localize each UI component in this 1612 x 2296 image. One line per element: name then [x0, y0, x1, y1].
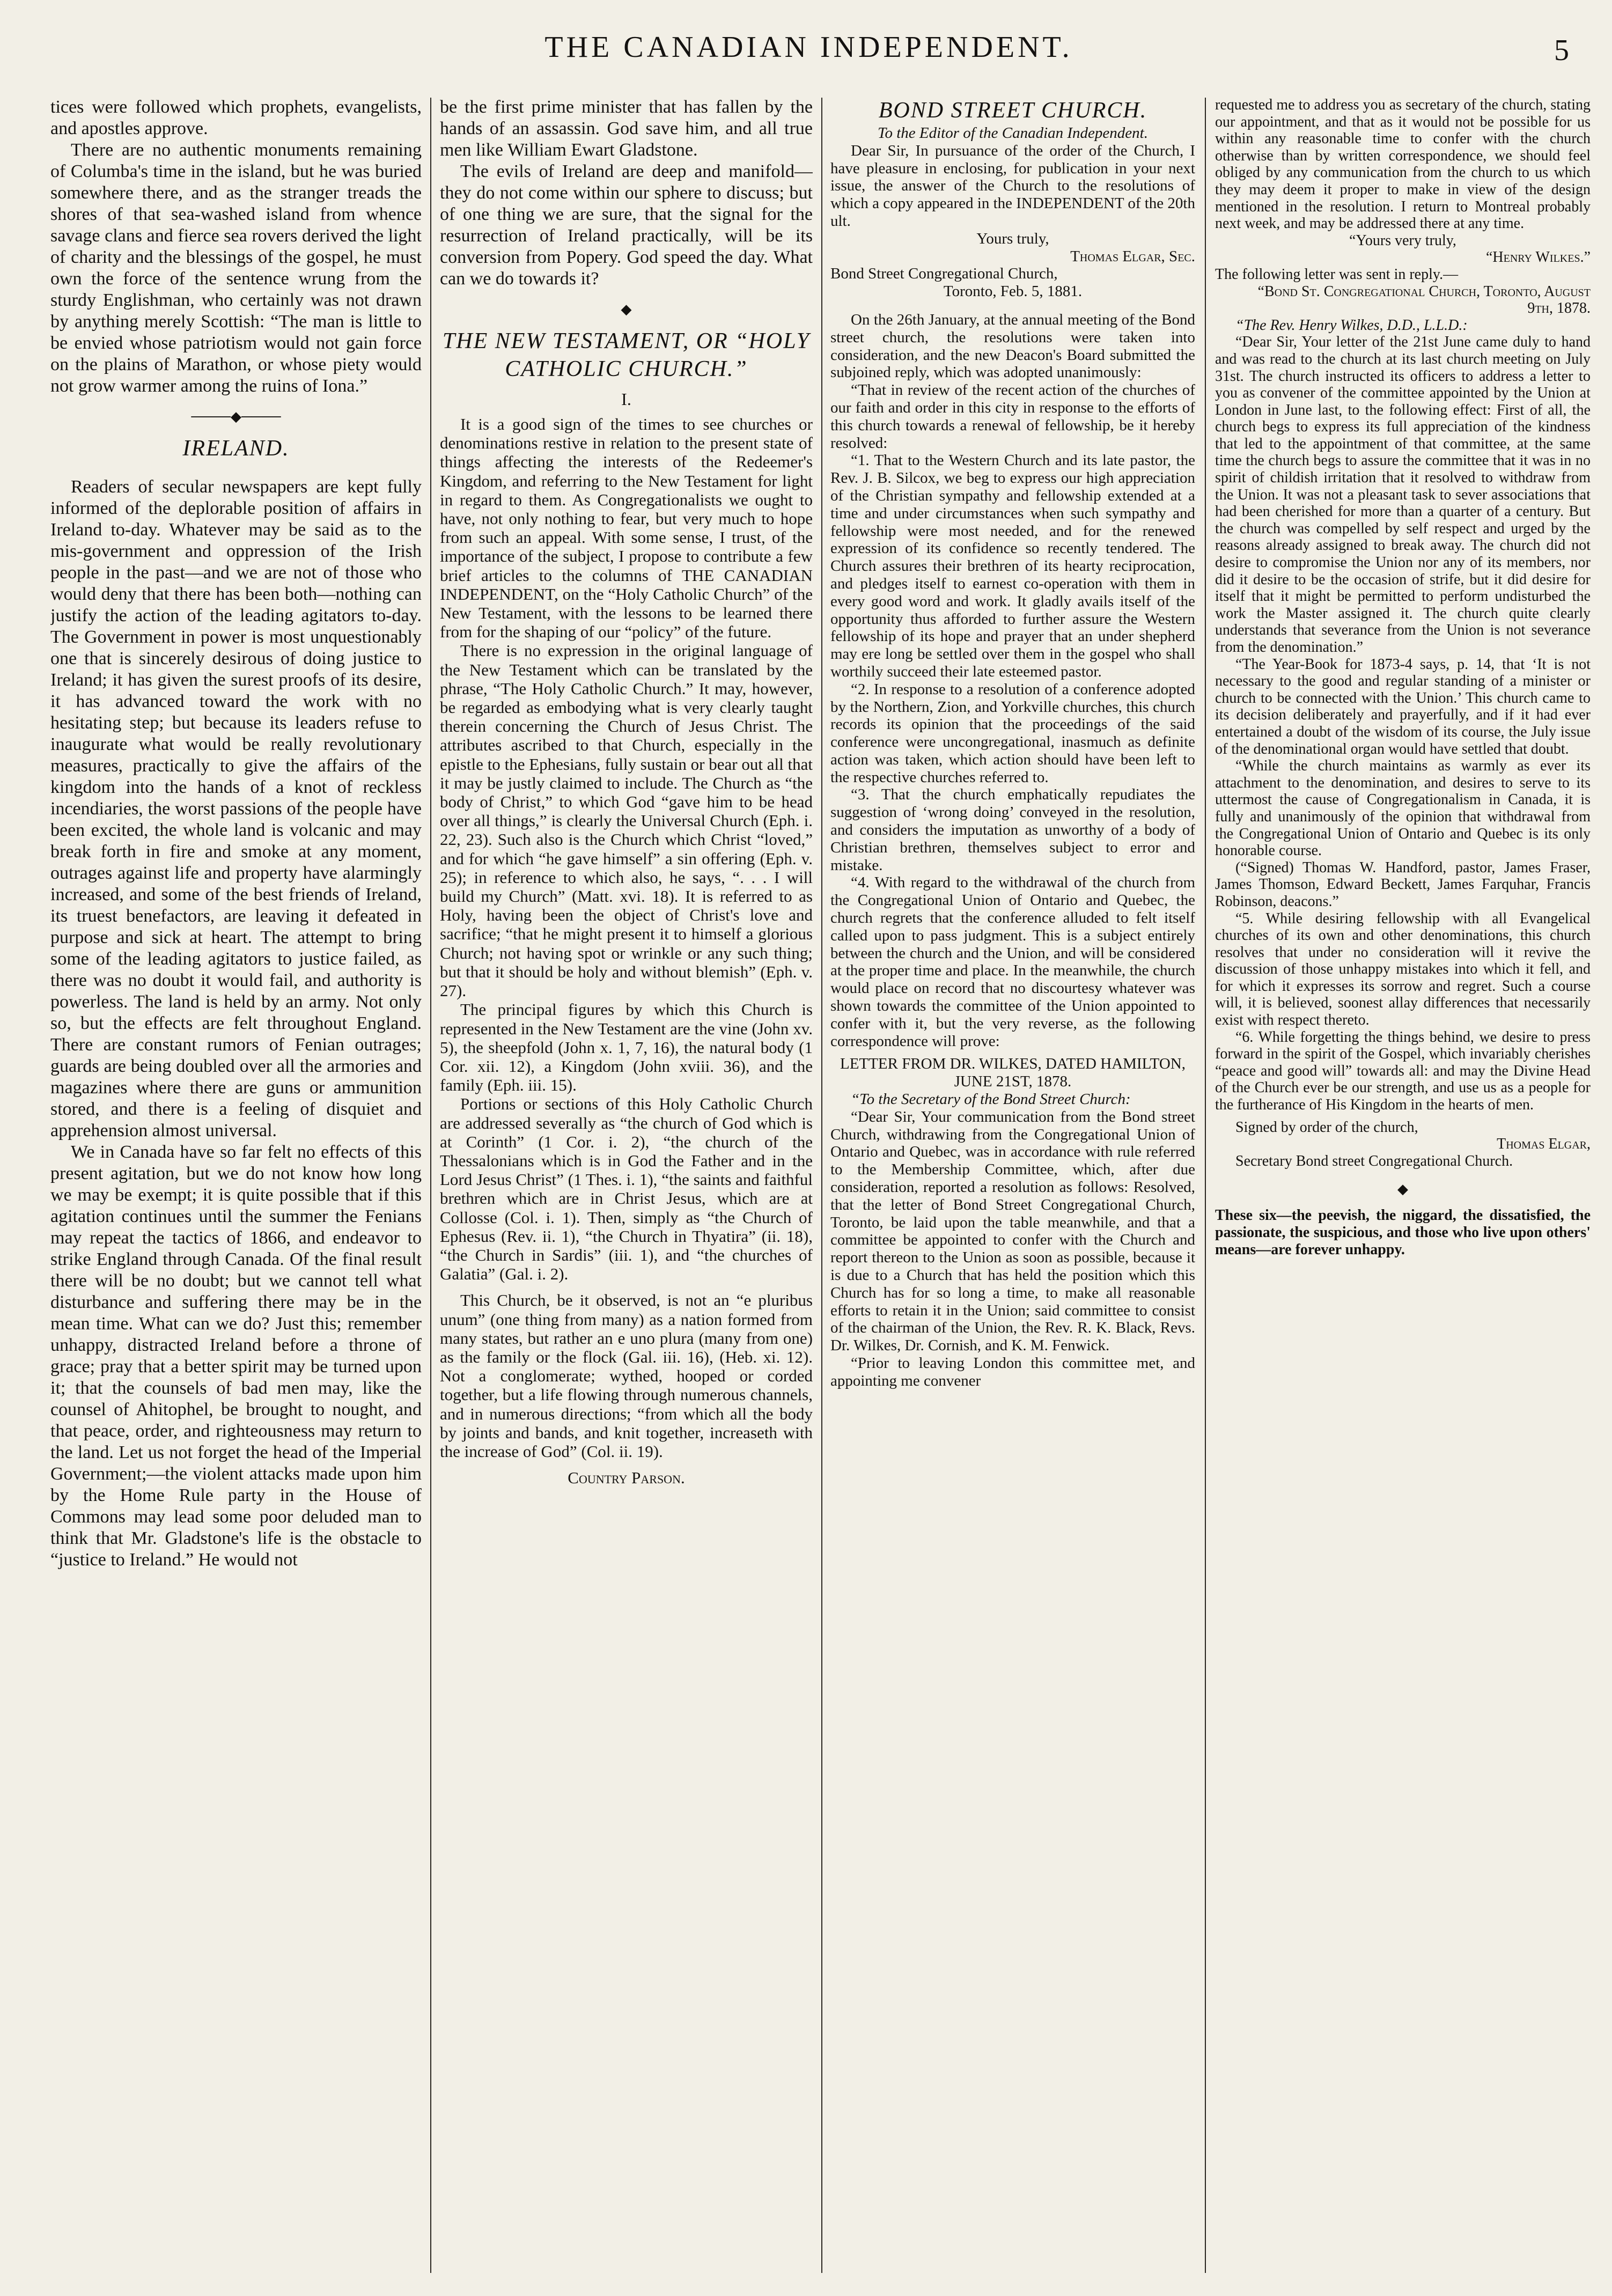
iona-paragraph-end: tices were followed which prophets, evangelists, and apostles approve.: [50, 97, 422, 138]
part-numeral: I.: [621, 389, 631, 409]
letter-date: Toronto, Feb. 5, 1881.: [943, 283, 1083, 300]
section-divider: ◆: [1397, 1181, 1408, 1197]
section-divider: ────◆────: [191, 409, 281, 424]
masthead: [48, 15, 1569, 74]
article-paragraph: The principal figures by which this Church is represented in the New Testament are the vine (John xv. 5), the sheepfold (John x. 1, 7, 16), the natural body (1 Cor. xii. 12), a Kingdom (John xviii. 36), and the family (Eph. iii. 15).: [440, 1000, 813, 1095]
ireland-paragraph: We in Canada have so far felt no effects of this present agitation, but we do not know how long we may be exempt; it is quite possible that if this agitation continues until the summer the Fenians may repeat the tactics of 1866, and endeavor to strike England through Canada. Of the final result there will be no doubt; but we cannot tell what disturbance and suffering there may be in the mean time. What can we do? Just this; remember unhappy, distracted Ireland before a throne of grace; pray that a better spirit may be turned upon it; that the counsels of bad men may, like the counsel of Ahitophel, be brought to nought, and that peace, order, and righteousness may return to the land. Let us not forget the head of the Imperial Government;—the violent attacks made upon him by the Home Rule party in the House of Commons may lead some poor deluded man to think that Mr. Gladstone's life is the obstacle to “justice to Ireland.” He would not: [50, 1142, 422, 1570]
section-divider: ◆: [621, 301, 632, 317]
article-paragraph: It is a good sign of the times to see churches or denominations restive in relation to the present state of things affecting the interests of the Redeemer's Kingdom, and referring to the New Testament for light in regard to them. As Congregationalists we ought to have, not only nothing to fear, but very much to hope from such an appeal. With some sense, I trust, of the importance of the subject, I propose to contribute a few brief articles to the columns of THE CANADIAN INDEPENDENT, on the “Holy Catholic Church” of the New Testament, with the lessons to be learned there from for the shaping of our “policy” of the future.: [440, 415, 813, 642]
reply-salutation: “The Rev. Henry Wilkes, D.D., L.L.D.:: [1235, 317, 1468, 334]
page-number: 5: [1554, 34, 1569, 67]
reply-heading: “Bond St. Congregational Church, Toronto, August 9th, 1878.: [1257, 283, 1591, 317]
ireland-continued: be the first prime minister that has fallen by the hands of an assassin. God save him, and all true men like William Ewart Gladstone.: [440, 97, 813, 160]
letter-paragraph: Dear Sir, In pursuance of the order of the Church, I have pleasure in enclosing, for publication in your next issue, the answer of the Church to the resolutions of which a copy appeared in the INDEPENDENT of the 20th ult.: [830, 142, 1195, 230]
newspaper-title: THE CANADIAN INDEPENDENT.: [544, 31, 1073, 64]
letter-continued: requested me to address you as secretary of the church, stating our appointment, and that as it would not be possible for us within any reasonable time to confer with the church otherwise than by written correspondence, we should feel obliged by any communication from the church to us which they may deem it proper to make in view of the design mentioned in the resolution. I return to Montreal probably next week, and may be addressed there at any time.: [1215, 97, 1591, 232]
signed-by: Signed by order of the church,: [1235, 1118, 1418, 1136]
article-paragraph: This Church, be it observed, is not an “e pluribus unum” (one thing from many) as a nation formed from many states, but rather an e uno plura (many from one) as the family or the flock (Gal. iii. 16), (Heb. xi. 12). Not a conglomerate; wythed, hooped or corded together, but a life flowing through numerous channels, and in numerous directions; “from which all the body by joints and bands, and knit together, increaseth with the increase of God” (Col. ii. 19).: [440, 1291, 813, 1461]
letter-paragraph: “Dear Sir, Your communication from the Bond street Church, withdrawing from the Congregational Union of Ontario and Quebec, was in accordance with rule referred to the Membership Committee, which, after due consideration, reported a resolution as follows: Resolved, that the letter of Bond Street Congregational Church, Toronto, be laid upon the table meanwhile, and that a committee be appointed to confer with the Church and report thereon to the Union as soon as possible, because it is due to a Church that has held the position which this Church has for so long a time, to make all reasonable efforts to retain it in the Union; said committee to consist of the chairman of the Union, the Rev. R. K. Black, Revs. Dr. Wilkes, Dr. Cornish, and K. M. Fenwick.: [830, 1108, 1195, 1355]
resolution-5: “5. While desiring fellowship with all Evangelical churches of its own and other denominations, this church resolves that under no consideration will it revive the discussion of those unhappy mistakes into which it fell, and for which it expresses its sorrow and regret. Such a course will, it is believed, soonest allay differences that necessarily exist with respect thereto.: [1215, 910, 1591, 1029]
secretary-signature: Thomas Elgar,: [1497, 1136, 1591, 1153]
ireland-paragraph: Readers of secular newspapers are kept fully informed of the deplorable position of affairs in Ireland to-day. Whatever may be said as to the mis-government and oppression of the Irish people in the past—and we are not of those who would deny that there has been both—nothing can justify the action of the leading agitators to-day. The Government in power is most unquestionably one that is sincerely desirous of doing justice to Ireland; it has given the surest proofs of its desire, it has advanced toward the work with no hesitating step; but because its leaders refuse to inaugurate what would be really revolutionary measures, practically to give the affairs of the kingdom into the hands of a knot of reckless incendiaries, the worst passions of the people have been excited, the whole land is volcanic and may break forth in fire and smoke at any moment, outrages against life and property have alarmingly increased, and some of the best friends of Ireland, its truest benefactors, are leaving it defeated in purpose and sick at heart. The attempt to bring some of the leading agitators to justice failed, as there was no doubt it would fail, and authority is powerless. The land is held by an army. Not only so, but the effects are felt throughout England. There are constant rumors of Fenian outrages; guards are being doubled over all the armories and magazines where there are guns or ammunition stored, and there is a feeling of disquiet and apprehension almost universal.: [50, 477, 422, 1140]
letter-heading: LETTER FROM DR. WILKES, DATED HAMILTON, JUNE 21ST, 1878.: [840, 1055, 1186, 1091]
ireland-heading: IRELAND.: [182, 436, 290, 461]
column-2: [440, 97, 813, 2275]
reply-paragraph: “While the church maintains as warmly as ever its attachment to the denomination, and desires to serve to its uttermost the cause of Congregationalism in Canada, it is fully and unanimously of the opinion that withdrawal from the Congregational Union of Ontario and Quebec is its only honorable course.: [1215, 757, 1591, 859]
column-3: [830, 97, 1195, 2275]
iona-paragraph: There are no authentic monuments remaining of Columba's time in the island, but he was buried somewhere there, and as the stranger treads the shores of that sea-washed island from whence savage clans and fierce sea rovers derived the light of charity and the blessings of the gospel, he must own the force of the sentence wrung from the sturdy Englishman, who certainly was not drawn by anything merely Scottish: “The man is little to be envied whose patriotism would not gain force on the plains of Marathon, or whose piety would not grow warmer among the ruins of Iona.”: [50, 140, 422, 396]
report-paragraph: “That in review of the recent action of the churches of our faith and order in this city in response to the efforts of this church towards a renewal of fellowship, be it hereby resolved:: [830, 381, 1195, 452]
signed-deacons: (“Signed) Thomas W. Handford, pastor, James Fraser, James Thomson, Edward Beckett, James Farquhar, Francis Robinson, deacons.”: [1215, 859, 1591, 910]
reply-paragraph: “The Year-Book for 1873-4 says, p. 14, that ‘It is not necessary to the good and regular standing of a minister or church to be connected with the Union.’ This church came to its decision deliberately and prayerfully, and if it had ever entertained a doubt of the wisdom of its course, the July issue of the denominational organ would have settled that doubt.: [1215, 656, 1591, 757]
letter-paragraph: “Prior to leaving London this committee met, and appointing me convener: [830, 1354, 1195, 1389]
bond-street-heading: BOND STREET CHURCH.: [878, 98, 1147, 123]
resolution-1: “1. That to the Western Church and its late pastor, the Rev. J. B. Silcox, we beg to express our high appreciation of the Christian sympathy and fellowship extended at a time and under circumstances when such sympathy and fellowship were most needed, and for the renewed expression of its confidence so recently tendered. The Church assures their brethren of its hearty reciprocation, and pledges itself to earnest co-operation with them in every good word and work. It gladly avails itself of the opportunity thus afforded to further assure the Western fellowship of its hope and prayer that an under shepherd may ere long be settled over them in the gospel who shall worthily succeed their late esteemed pastor.: [830, 452, 1195, 680]
column-rule: [1205, 98, 1206, 2273]
article-paragraph: There is no expression in the original language of the New Testament which can be translated by the phrase, “The Holy Catholic Church.” It may, however, be regarded as embodying what is very clearly taught therein concerning the Church of Jesus Christ. The attributes ascribed to that Church, especially in the epistle to the Ephesians, fully sustain or bear out all that it may be justly claimed to include. The Church as “the body of Christ,” to which God “gave him to be head over all things,” is clearly the Universal Church (Eph. i. 22, 23). Such also is the Church which Christ “loved,” and for which “he gave himself” a sin offering (Eph. v. 25); in reference to which also, he says, “. . . I will build my Church” (Matt. xvi. 18). It is referred to as Holy, having been the object of Christ's love and sacrifice; “that he might present it to himself a glorious Church; not having spot or wrinkle or any such thing; but that it should be holy and without blemish” (Eph. v. 27).: [440, 641, 813, 1000]
column-4: [1215, 97, 1591, 2275]
resolution-6: “6. While forgetting the things behind, we desire to press forward in the spirit of the Gospel, which invariably cherishes “peace and good will” towards all: and may the Divine Head of the Church ever be our strength, and use us as a people for the furtherance of His Kingdom in the hearts of men.: [1215, 1028, 1591, 1114]
letter-signature: Thomas Elgar, Sec.: [1070, 247, 1195, 265]
resolution-2: “2. In response to a resolution of a conference adopted by the Northern, Zion, and Yorkville churches, this church records its opinion that the proceedings of the said conference were uncongregational, inasmuch as definite action was taken, which action should have been left to the respective churches referred to.: [830, 680, 1195, 786]
new-testament-heading: THE NEW TESTAMENT, OR “HOLY CATHOLIC CHURCH.”: [442, 329, 811, 381]
article-signature: Country Parson.: [568, 1468, 685, 1488]
ireland-paragraph: The evils of Ireland are deep and manifold—they do not come within our sphere to discuss; but of one thing we are sure, that the signal for the resurrection of Ireland practically, will be its conversion from Popery. God speed the day. What can we do towards it?: [440, 161, 813, 289]
secretary-title: Secretary Bond street Congregational Church.: [1235, 1152, 1513, 1169]
reply-intro: The following letter was sent in reply.—: [1215, 266, 1459, 283]
article-paragraph: Portions or sections of this Holy Catholic Church are addressed severally as “the church of God which is at Corinth” (1 Cor. i. 2), “the church of the Thessalonians which is in God the Father and in the Lord Jesus Christ” (1 Thes. i. 1), “the saints and faithful brethren which are in Christ Jesus, which are at Collosse (Col. i. 1). Then, simply as “the Church of Ephesus (Rev. ii. 1), “the Church in Thyatira” (ii. 18), “the Church in Sardis” (iii. 1), and “the churches of Galatia” (Gal. i. 2).: [440, 1094, 813, 1284]
filler-paragraph: These six—the peevish, the niggard, the dissatisfied, the passionate, the suspicious, and those who live upon others' means—are forever unhappy.: [1215, 1207, 1591, 1258]
letter-closing: “Yours very truly,: [1349, 232, 1456, 249]
column-rule: [821, 98, 822, 2273]
letter-salutation: “To the Secretary of the Bond Street Church:: [851, 1091, 1131, 1108]
letter-closing: Yours truly,: [976, 230, 1049, 247]
reply-paragraph: “Dear Sir, Your letter of the 21st June came duly to hand and was read to the church at its last church meeting on July 31st. The church instructed its officers to address a letter to you as convener of the committee appointed by the Union at London in June last, to the following effect: First of all, the church begs to express its full appreciation of the kindness that led to the appointment of that committee, at the same time the church begs to assure the committee that it was in no spirit of childish irritation that it resolved to withdraw from the Union. It was not a pleasant task to sever associations that had been cherished for more than a quarter of a century. But the church was compelled by self respect and urged by the reasons already assigned to break away. The church did not desire to compromise the Union nor any of its members, nor did it desire to be the occasion of strife, but it did desire for itself that it might be permitted to perform undisturbed the work the Master assigned it. The church quite clearly understands that severance from the Union is not severance from the denomination.”: [1215, 334, 1591, 656]
letter-signature: “Henry Wilkes.”: [1486, 249, 1591, 266]
signature-org: Bond Street Congregational Church,: [830, 265, 1058, 283]
column-rule: [430, 98, 431, 2273]
report-paragraph: On the 26th January, at the annual meeting of the Bond street church, the resolutions were taken into consideration, and the new Deacon's Board submitted the subjoined reply, which was adopted unanimously:: [830, 311, 1195, 381]
letter-salutation: To the Editor of the Canadian Independent.: [878, 124, 1148, 142]
resolution-4: “4. With regard to the withdrawal of the church from the Congregational Union of Ontario and Quebec, the church regrets that the conference alluded to felt itself called upon to pass judgment. This is a subject entirely between the church and the Union, and will be considered at the proper time and place. In the meanwhile, the church would place on record that no discourtesy whatever was shown towards the committee of the Union appointed to confer with it, but the very reverse, as the following correspondence will prove:: [830, 874, 1195, 1050]
resolution-3: “3. That the church emphatically repudiates the suggestion of ‘wrong doing’ conveyed in the resolution, and considers the imputation as unworthy of a body of Christian brethren, themselves subject to error and mistake.: [830, 786, 1195, 874]
column-1: [50, 97, 422, 2275]
